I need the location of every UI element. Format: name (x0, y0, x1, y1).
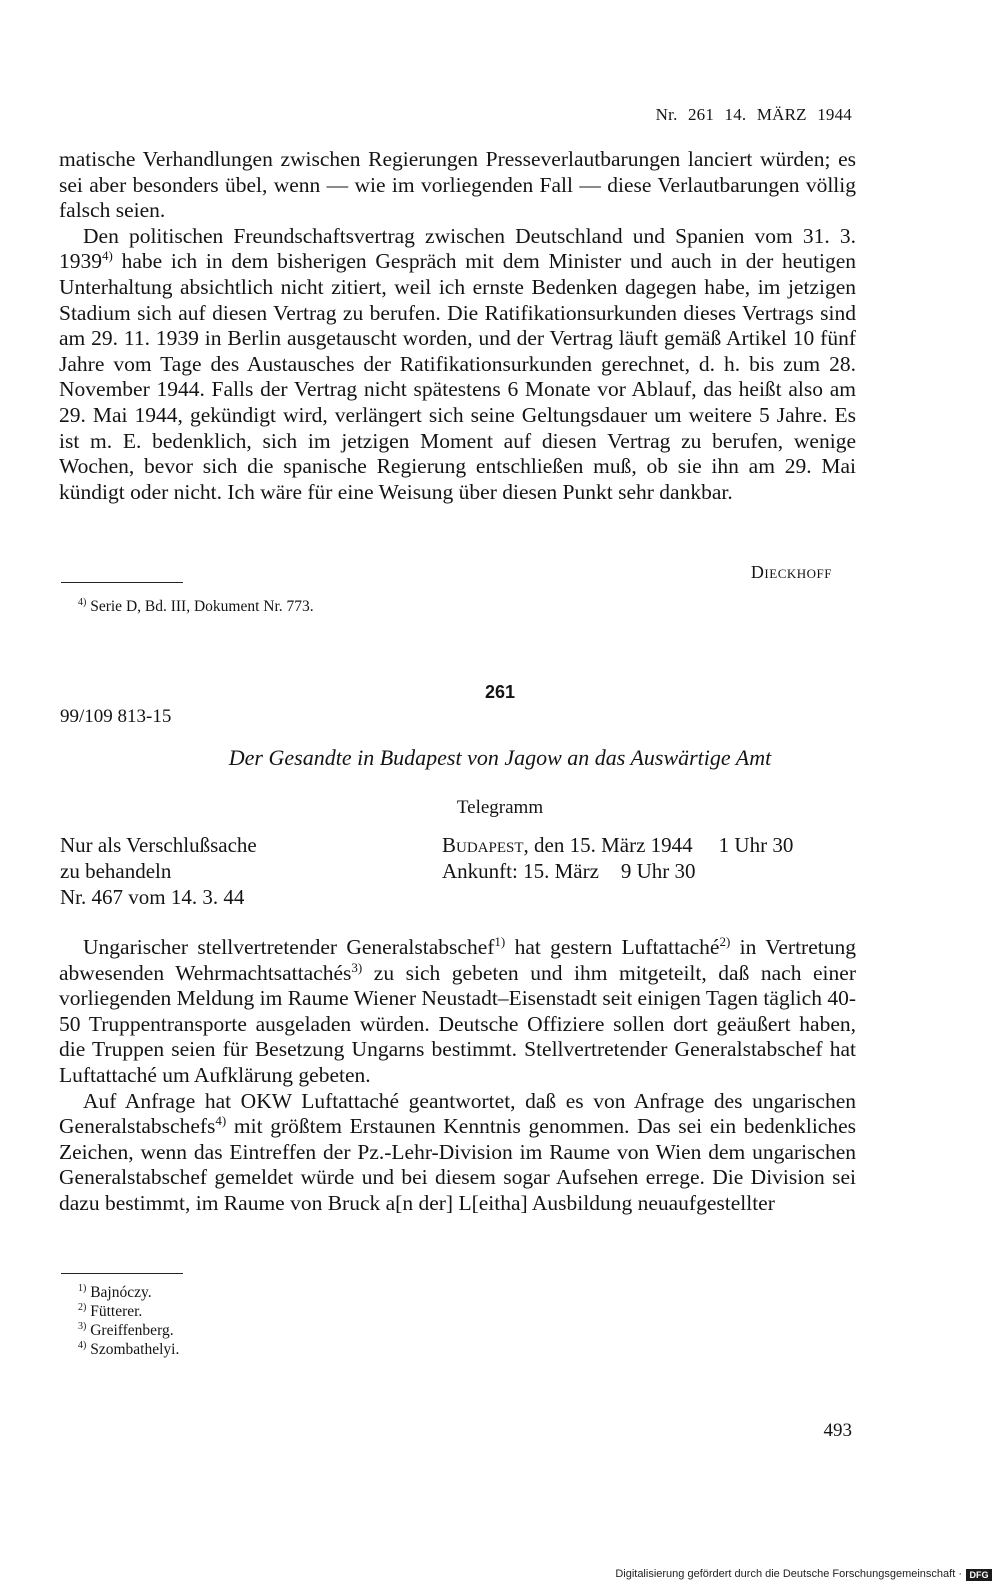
digitization-credit: Digitalisierung gefördert durch die Deutsche Forschungsgemeinschaft · (615, 1568, 962, 1580)
paragraph-treaty (59, 224, 856, 506)
footnote-text: Fütterer. (90, 1303, 143, 1320)
paragraph-text: mit größtem Erstaunen Kenntnis genommen. Das sei ein bedenkliches Zeichen, wenn das Eintreffen der Pz.-Lehr-Division im Raume von Wien dem ungarischen Generalstabschef gemeldet würde und bei diesem sogar Aufsehen errege. Die Division sei dazu bestimmt, im Raume von Bruck a[n der] L[eitha] Ausbildung neuaufgestellter (59, 1114, 856, 1215)
signature: Dieckhoff (750, 562, 832, 582)
paragraph-text: Auf Anfrage hat OKW Luftattaché geantwortet, daß es von Anfrage des ungarischen Generalstabschefs (59, 1088, 856, 1139)
paragraph-report (59, 935, 856, 1089)
footnote-reference: 1) (494, 933, 506, 949)
paragraph-continuation: matische Verhandlungen zwischen Regierungen Presseverlautbarungen lanciert würden; es sei aber besonders übel, wenn — wie im vorliegenden Fall — diese Verlautbarungen völlig falsch seien. (59, 147, 856, 223)
body-text-block-1 (59, 147, 856, 505)
dfg-logo: DFG (966, 1569, 992, 1581)
footnote-item (78, 1302, 179, 1321)
footnote-mark: 3) (78, 1320, 87, 1332)
dispatch-block (442, 832, 793, 884)
body-text-block-2 (59, 935, 856, 1217)
document-heading: Der Gesandte in Budapest von Jagow an das Auswärtige Amt (228, 745, 772, 770)
document-number: 261 (484, 682, 516, 702)
arrival-date: Ankunft: 15. März (442, 859, 599, 883)
footnote-item (78, 1283, 179, 1302)
footnote-text: Szombathelyi. (90, 1341, 180, 1358)
footnote-reference: 4) (215, 1113, 227, 1128)
dispatch-place: Budapest (442, 833, 524, 857)
footnote-reference: 2) (719, 933, 731, 949)
filing-number: 99/109 813-15 (60, 706, 172, 727)
footnote-text: Bajnóczy. (90, 1284, 152, 1301)
footnote-item (78, 597, 314, 616)
footnote-mark: 4) (78, 1339, 87, 1351)
classification-line: Nur als Verschlußsache (60, 833, 257, 857)
running-head: Nr. 261 14. MÄRZ 1944 (655, 105, 852, 124)
dispatch-time: 1 Uhr 30 (718, 833, 794, 857)
paragraph-text: hat gestern Luftattaché (505, 935, 720, 959)
arrival-line (442, 858, 793, 884)
footnote-item (78, 1340, 179, 1359)
footnote-rule (61, 1273, 183, 1274)
telegram-number: Nr. 467 vom 14. 3. 44 (60, 885, 245, 909)
footnote-text: Greiffenberg. (90, 1322, 174, 1339)
footnote-mark: 4) (78, 596, 87, 608)
paragraph-text: in Vertretung abwesenden Wehrmachtsattachés (59, 935, 856, 985)
footnote-mark: 1) (78, 1282, 87, 1294)
paragraph-text: habe ich in dem bisherigen Gespräch mit dem Minister und auch in der heutigen Unterhaltung absichtlich nicht zitiert, weil ich ernste Bedenken dagegen habe, im jetzigen Stadium sich auf diesen Vertrag zu berufen. Die Ratifikationsurkunden dieses Vertrags sind am 29. 11. 1939 in Berlin ausgetauscht worden, und der Vertrag läuft gemäß Artikel 10 fünf Jahre vom Tage des Austausches der Ratifikationsurkunden gerechnet, d. h. bis zum 28. November 1944. Falls der Vertrag nicht spätestens 6 Monate vor Ablauf, das heißt also am 29. Mai 1944, gekündigt wird, verlängert sich seine Geltungsdauer um weitere 5 Jahre. Es ist m. E. bedenklich, sich im jetzigen Moment auf diesen Vertrag zu berufen, wenige Wochen, bevor sich die spanische Regierung entschließen muß, ob sie ihn am 29. Mai kündigt oder nicht. Ich wäre für eine Weisung über diesen Punkt sehr dankbar. (59, 249, 856, 504)
footnote-item (78, 1321, 179, 1340)
dispatch-date: , den 15. März 1944 (523, 833, 693, 857)
paragraph-text: Den politischen Freundschaftsvertrag zwischen Deutschland und Spanien vom 31. 3. 1939 (59, 223, 856, 274)
paragraph-text: Ungarischer stellvertretender Generalstabschef (83, 935, 495, 959)
arrival-time: 9 Uhr 30 (620, 859, 696, 883)
footnote-text: Serie D, Bd. III, Dokument Nr. 773. (90, 598, 314, 615)
paragraph-text: zu sich gebeten und ihm mitgeteilt, daß nach einer vorliegenden Meldung im Raume Wiener Neustadt–Eisenstadt seit einigen Tagen täglich 40-50 Truppentransporte ausgeladen würden. Deutsche Offiziere sollen dort geäußert haben, die Truppen seien für Besetzung Ungarns bestimmt. Stellvertretender Generalstabschef hat Luftattaché um Aufklärung gebeten. (59, 960, 856, 1087)
footnote-reference: 4) (102, 248, 113, 264)
document-type: Telegramm (456, 797, 544, 818)
dispatch-line (442, 832, 793, 858)
footnote-list (78, 1283, 179, 1359)
footnote-mark: 2) (78, 1301, 87, 1313)
classification-line: zu behandeln (60, 859, 172, 883)
page-number: 493 (823, 1420, 852, 1441)
paragraph-response (59, 1089, 856, 1217)
footnote-rule (61, 582, 183, 583)
classification-block (60, 832, 257, 910)
footnote-reference: 3) (351, 959, 363, 975)
